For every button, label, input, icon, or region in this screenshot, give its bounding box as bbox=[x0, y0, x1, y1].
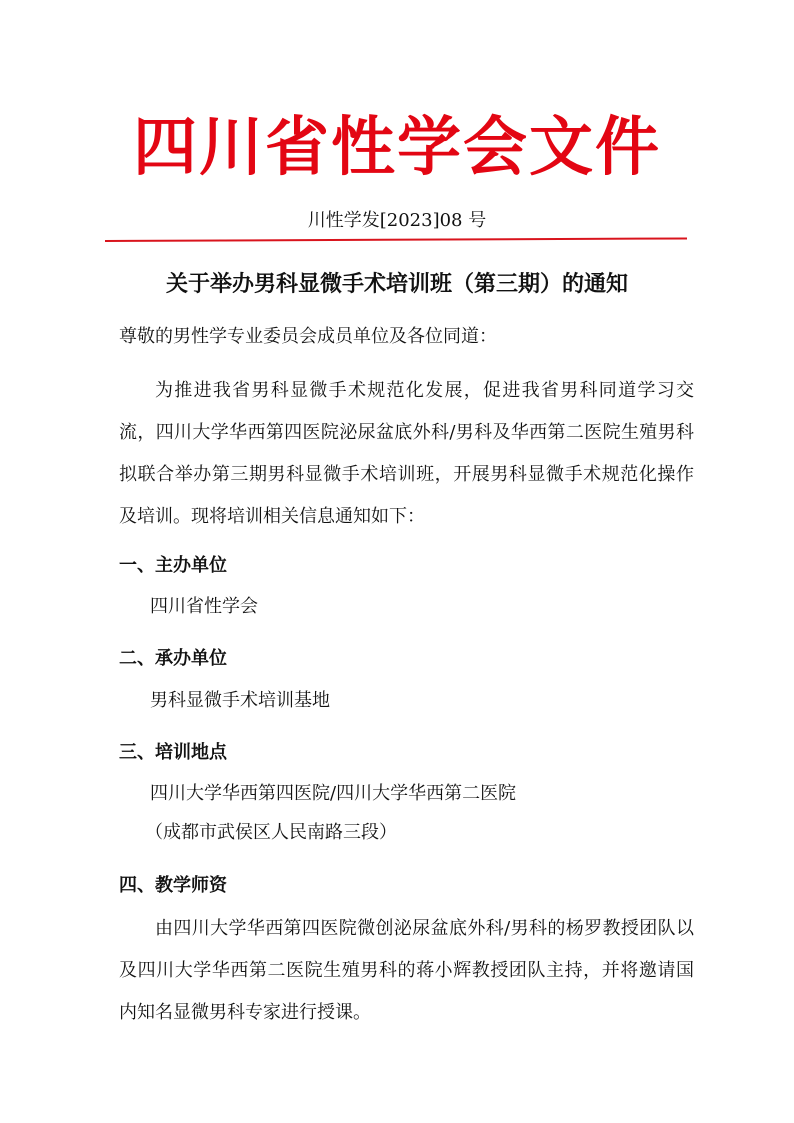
red-divider-rule bbox=[105, 237, 687, 242]
notice-title: 关于举办男科显微手术培训班（第三期）的通知 bbox=[165, 272, 628, 297]
host-text: 男科显微手术培训基地 bbox=[150, 690, 330, 711]
intro-paragraph: 为推进我省男科显微手术规范化发展，促进我省男科同道学习交流，四川大学华西第四医院泌尿盆底外科/男科及华西第二医院生殖男科拟联合举办第三期男科显微手术培训班，开展男科显微手术规范化操作及培训。现将培训相关信息通知如下： bbox=[119, 380, 694, 527]
salutation: 尊敬的男性学专业委员会成员单位及各位同道： bbox=[119, 326, 497, 347]
masthead-title: 四川省性学会文件 bbox=[133, 111, 661, 185]
document-number: 川性学发[2023]08 号 bbox=[307, 210, 487, 231]
organizer-text: 四川省性学会 bbox=[150, 596, 258, 617]
section-heading-faculty: 四、教学师资 bbox=[119, 875, 227, 896]
section-heading-location: 三、培训地点 bbox=[119, 742, 227, 763]
location-text: 四川大学华西第四医院/四川大学华西第二医院 bbox=[150, 783, 517, 804]
section-heading-host: 二、承办单位 bbox=[119, 648, 227, 669]
faculty-paragraph: 由四川大学华西第四医院微创泌尿盆底外科/男科的杨罗教授团队以及四川大学华西第二医院生殖男科的蒋小辉教授团队主持，并将邀请国内知名显微男科专家进行授课。 bbox=[119, 918, 694, 1023]
location-address: （成都市武侯区人民南路三段） bbox=[145, 822, 397, 843]
section-heading-organizer: 一、主办单位 bbox=[119, 555, 227, 576]
